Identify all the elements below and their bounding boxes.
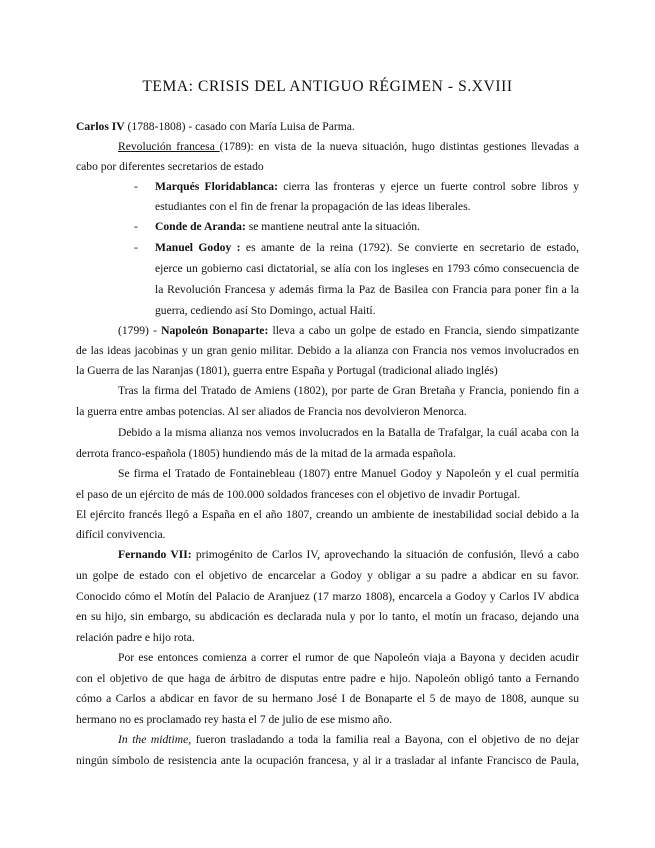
floridablanca-name: Marqués Floridablanca:: [155, 180, 278, 193]
napoleon-text-1: lleva a cabo un golpe de estado en Francia, siendo simpatizante: [268, 324, 579, 337]
bayona-line-4: hermano no es proclamado rey hasta el 7 de julio de ese mismo año.: [76, 713, 393, 726]
bullet-dash: -: [134, 180, 138, 193]
bayona-line-2: con el objetivo de que haga de árbitro de disputas entre padre e hijo. Napoleón obligó tanto a Fernando: [76, 672, 579, 685]
bullet-floridablanca-line-2: estudiantes con el fin de frenar la propagación de las ideas liberales.: [155, 200, 471, 213]
bullet-godoy-line-1: [155, 241, 579, 255]
fernando-text-1: primogénito de Carlos IV, aprovechando la situación de confusión, llevó a cabo: [191, 548, 580, 561]
fernando-line-3: Conocido cómo el Motín del Palacio de Aranjuez (17 marzo 1808), encarcela a Godoy y Carlos IV abdica: [76, 590, 579, 603]
bullet-godoy-line-2: ejerce un gobierno casi dictatorial, se alía con los ingleses en 1793 cómo consecuencia de: [155, 262, 579, 275]
midtime-text-1: fueron trasladando a toda la familia real a Bayona, con el objetivo de no dejar: [191, 733, 579, 746]
amiens-line-1: Tras la firma del Tratado de Amiens (1802), por parte de Gran Bretaña y Francia, poniendo fin a: [118, 384, 579, 397]
trafalgar-line-1: Debido a la misma alianza nos vemos involucrados en la Batalla de Trafalgar, la cuál acaba con la: [118, 426, 579, 439]
napoleon-line-1: [118, 324, 579, 338]
midtime-line-1: [118, 733, 579, 747]
fernando-line-4: en su hijo, sin embargo, su abdicación es declarada nula y por lo tanto, el motín un fracaso, dejando una: [76, 610, 579, 623]
carlos-line: [76, 120, 355, 134]
carlos-text: (1788-1808) - casado con María Luisa de Parma.: [124, 120, 355, 133]
godoy-name: Manuel Godoy :: [155, 241, 241, 254]
trafalgar-line-2: derrota franco-española (1805) hundiendo más de la mitad de la armada española.: [76, 447, 456, 460]
bayona-line-1: Por ese entonces comienza a correr el rumor de que Napoleón viaja a Bayona y deciden acudir: [118, 651, 579, 664]
napoleon-name: Napoleón Bonaparte:: [161, 324, 269, 337]
fernando-line-1: [118, 548, 579, 562]
napoleon-line-2: de las ideas jacobinas y un gran genio militar. Debido a la alianza con Francia nos vemos involucrados en: [76, 344, 579, 357]
fontainebleau-line-3: El ejército francés llegó a España en el año 1807, creando un ambiente de inestabilidad social debido a la: [76, 508, 579, 521]
bullet-aranda-line-1: [155, 220, 420, 234]
revolucion-title: Revolución francesa: [118, 140, 220, 153]
midtime-italic: In the midtime,: [118, 733, 192, 746]
napoleon-line-3: la Guerra de las Naranjas (1801), guerra entre España y Portugal (tradicional aliado inglés): [76, 364, 498, 377]
fernando-line-2: un golpe de estado con el objetivo de encarcelar a Godoy y obligar a su padre a abdicar en su favor.: [76, 569, 579, 582]
fontainebleau-line-1: Se firma el Tratado de Fontainebleau (1807) entre Manuel Godoy y Napoleón y el cual permitía: [118, 467, 579, 480]
bullet-godoy-line-4: guerra, cediendo así Sto Domingo, actual Haití.: [155, 304, 376, 317]
fontainebleau-line-2: el paso de un ejército de más de 100.000 soldados franceses con el objetivo de invadir Portugal.: [76, 488, 521, 501]
aranda-name: Conde de Aranda:: [155, 220, 246, 233]
bullet-dash: -: [134, 220, 138, 233]
floridablanca-text: cierra las fronteras y ejerce un fuerte control sobre libros y: [277, 180, 579, 193]
revolucion-line-2: cabo por diferentes secretarios de estado: [76, 160, 264, 173]
midtime-line-2: ningún símbolo de resistencia ante la ocupación francesa, y al ir a trasladar al infante Francisco de Paula,: [76, 754, 579, 767]
napoleon-year: (1799) -: [118, 324, 162, 337]
aranda-text: se mantiene neutral ante la situación.: [245, 220, 421, 233]
amiens-line-2: la guerra entre ambas potencias. Al ser aliados de Francia nos devolvieron Menorca.: [76, 405, 467, 418]
revolucion-line-1: [118, 140, 579, 154]
bullet-dash: -: [134, 241, 138, 254]
bullet-godoy-line-3: la Revolución Francesa y además firma la Paz de Basilea con Francia para poner fin a la: [155, 283, 579, 296]
godoy-text: es amante de la reina (1792). Se convierte en secretario de estado,: [240, 241, 579, 254]
bayona-line-3: cómo a Carlos a abdicar en favor de su hermano José I de Bonaparte el 5 de mayo de 1808, aunque su: [76, 692, 579, 705]
carlos-name: Carlos IV: [76, 120, 125, 133]
revolucion-text-1: (1789): en vista de la nueva situación, hugo distintas gestiones llevadas a: [219, 140, 579, 153]
fontainebleau-line-4: difícil convivencia.: [76, 528, 166, 541]
fernando-line-5: relación padre e hijo rota.: [76, 631, 195, 644]
fernando-name: Fernando VII:: [118, 548, 192, 561]
document-title: TEMA: CRISIS DEL ANTIGUO RÉGIMEN - S.XVIII: [142, 78, 513, 95]
bullet-floridablanca-line-1: [155, 180, 579, 194]
